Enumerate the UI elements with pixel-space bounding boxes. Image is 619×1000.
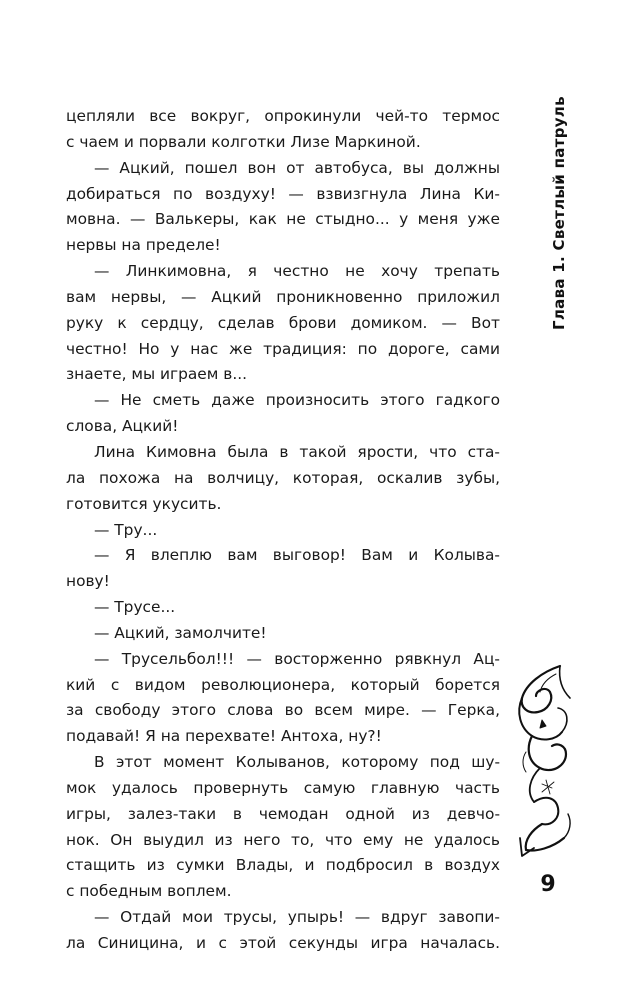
text-line: ла похожа на волчицу, которая, оскалив зубы, xyxy=(66,468,500,487)
text-line: стащить из сумки Влады, и подбросил в воздух xyxy=(66,856,500,875)
text-line: за свободу этого слова во всем мире. — Герка, xyxy=(66,701,500,720)
body-text xyxy=(66,104,500,957)
text-line: — Отдай мои трусы, упырь! — вдруг завопи- xyxy=(94,908,500,927)
text-line: кий с видом революционера, который борется xyxy=(66,675,500,694)
text-line: честно! Но у нас же традиция: по дороге, сами xyxy=(66,339,500,358)
text-line: готовится укусить. xyxy=(66,494,222,513)
text-line: мовна. — Валькеры, как не стыдно... у меня уже xyxy=(66,210,500,229)
text-line: — Ацкий, замолчите! xyxy=(94,623,267,642)
text-line: Лина Кимовна была в такой ярости, что ста- xyxy=(94,442,500,461)
text-line: с чаем и порвали колготки Лизе Маркиной. xyxy=(66,132,421,151)
text-line: — Я влеплю вам выговор! Вам и Колыва- xyxy=(94,546,500,565)
text-line: добираться по воздуху! — взвизгнула Лина Ки- xyxy=(66,184,500,203)
text-line: знаете, мы играем в... xyxy=(66,365,248,384)
text-line: вам нервы, — Ацкий проникновенно приложил xyxy=(66,287,500,306)
text-line: слова, Ацкий! xyxy=(66,417,179,436)
text-line: — Тру... xyxy=(94,520,158,539)
text-line: — Линкимовна, я честно не хочу трепать xyxy=(94,262,500,281)
text-line: ла Синицина, и с этой секунды игра началась. xyxy=(66,934,500,952)
text-line: подавай! Я на перехвате! Антоха, ну?! xyxy=(66,727,382,746)
text-line: — Трусельбол!!! — восторженно рявкнул Ац- xyxy=(94,649,500,668)
running-head-text: Глава 1. Светлый патруль xyxy=(550,96,568,330)
text-line: нову! xyxy=(66,572,110,591)
text-line: мок удалось провернуть самую главную часть xyxy=(66,778,500,797)
gothic-flourish-icon xyxy=(512,662,574,858)
text-line: нок. Он выудил из него то, что ему не удалось xyxy=(66,830,500,849)
page-number: 9 xyxy=(540,872,556,897)
text-line: с победным воплем. xyxy=(66,882,232,901)
text-line: — Ацкий, пошел вон от автобуса, вы должны xyxy=(94,158,500,177)
text-line: игры, залез-таки в чемодан одной из девчо- xyxy=(66,804,500,823)
text-line: — Трусе... xyxy=(94,598,176,617)
text-line: — Не сметь даже произносить этого гадкого xyxy=(94,391,500,410)
text-line: В этот момент Колыванов, которому под шу- xyxy=(94,753,500,772)
text-line: цепляли все вокруг, опрокинули чей-то термос xyxy=(66,107,500,125)
text-line: нервы на пределе! xyxy=(66,236,221,255)
text-line: руку к сердцу, сделав брови домиком. — Вот xyxy=(66,313,500,332)
